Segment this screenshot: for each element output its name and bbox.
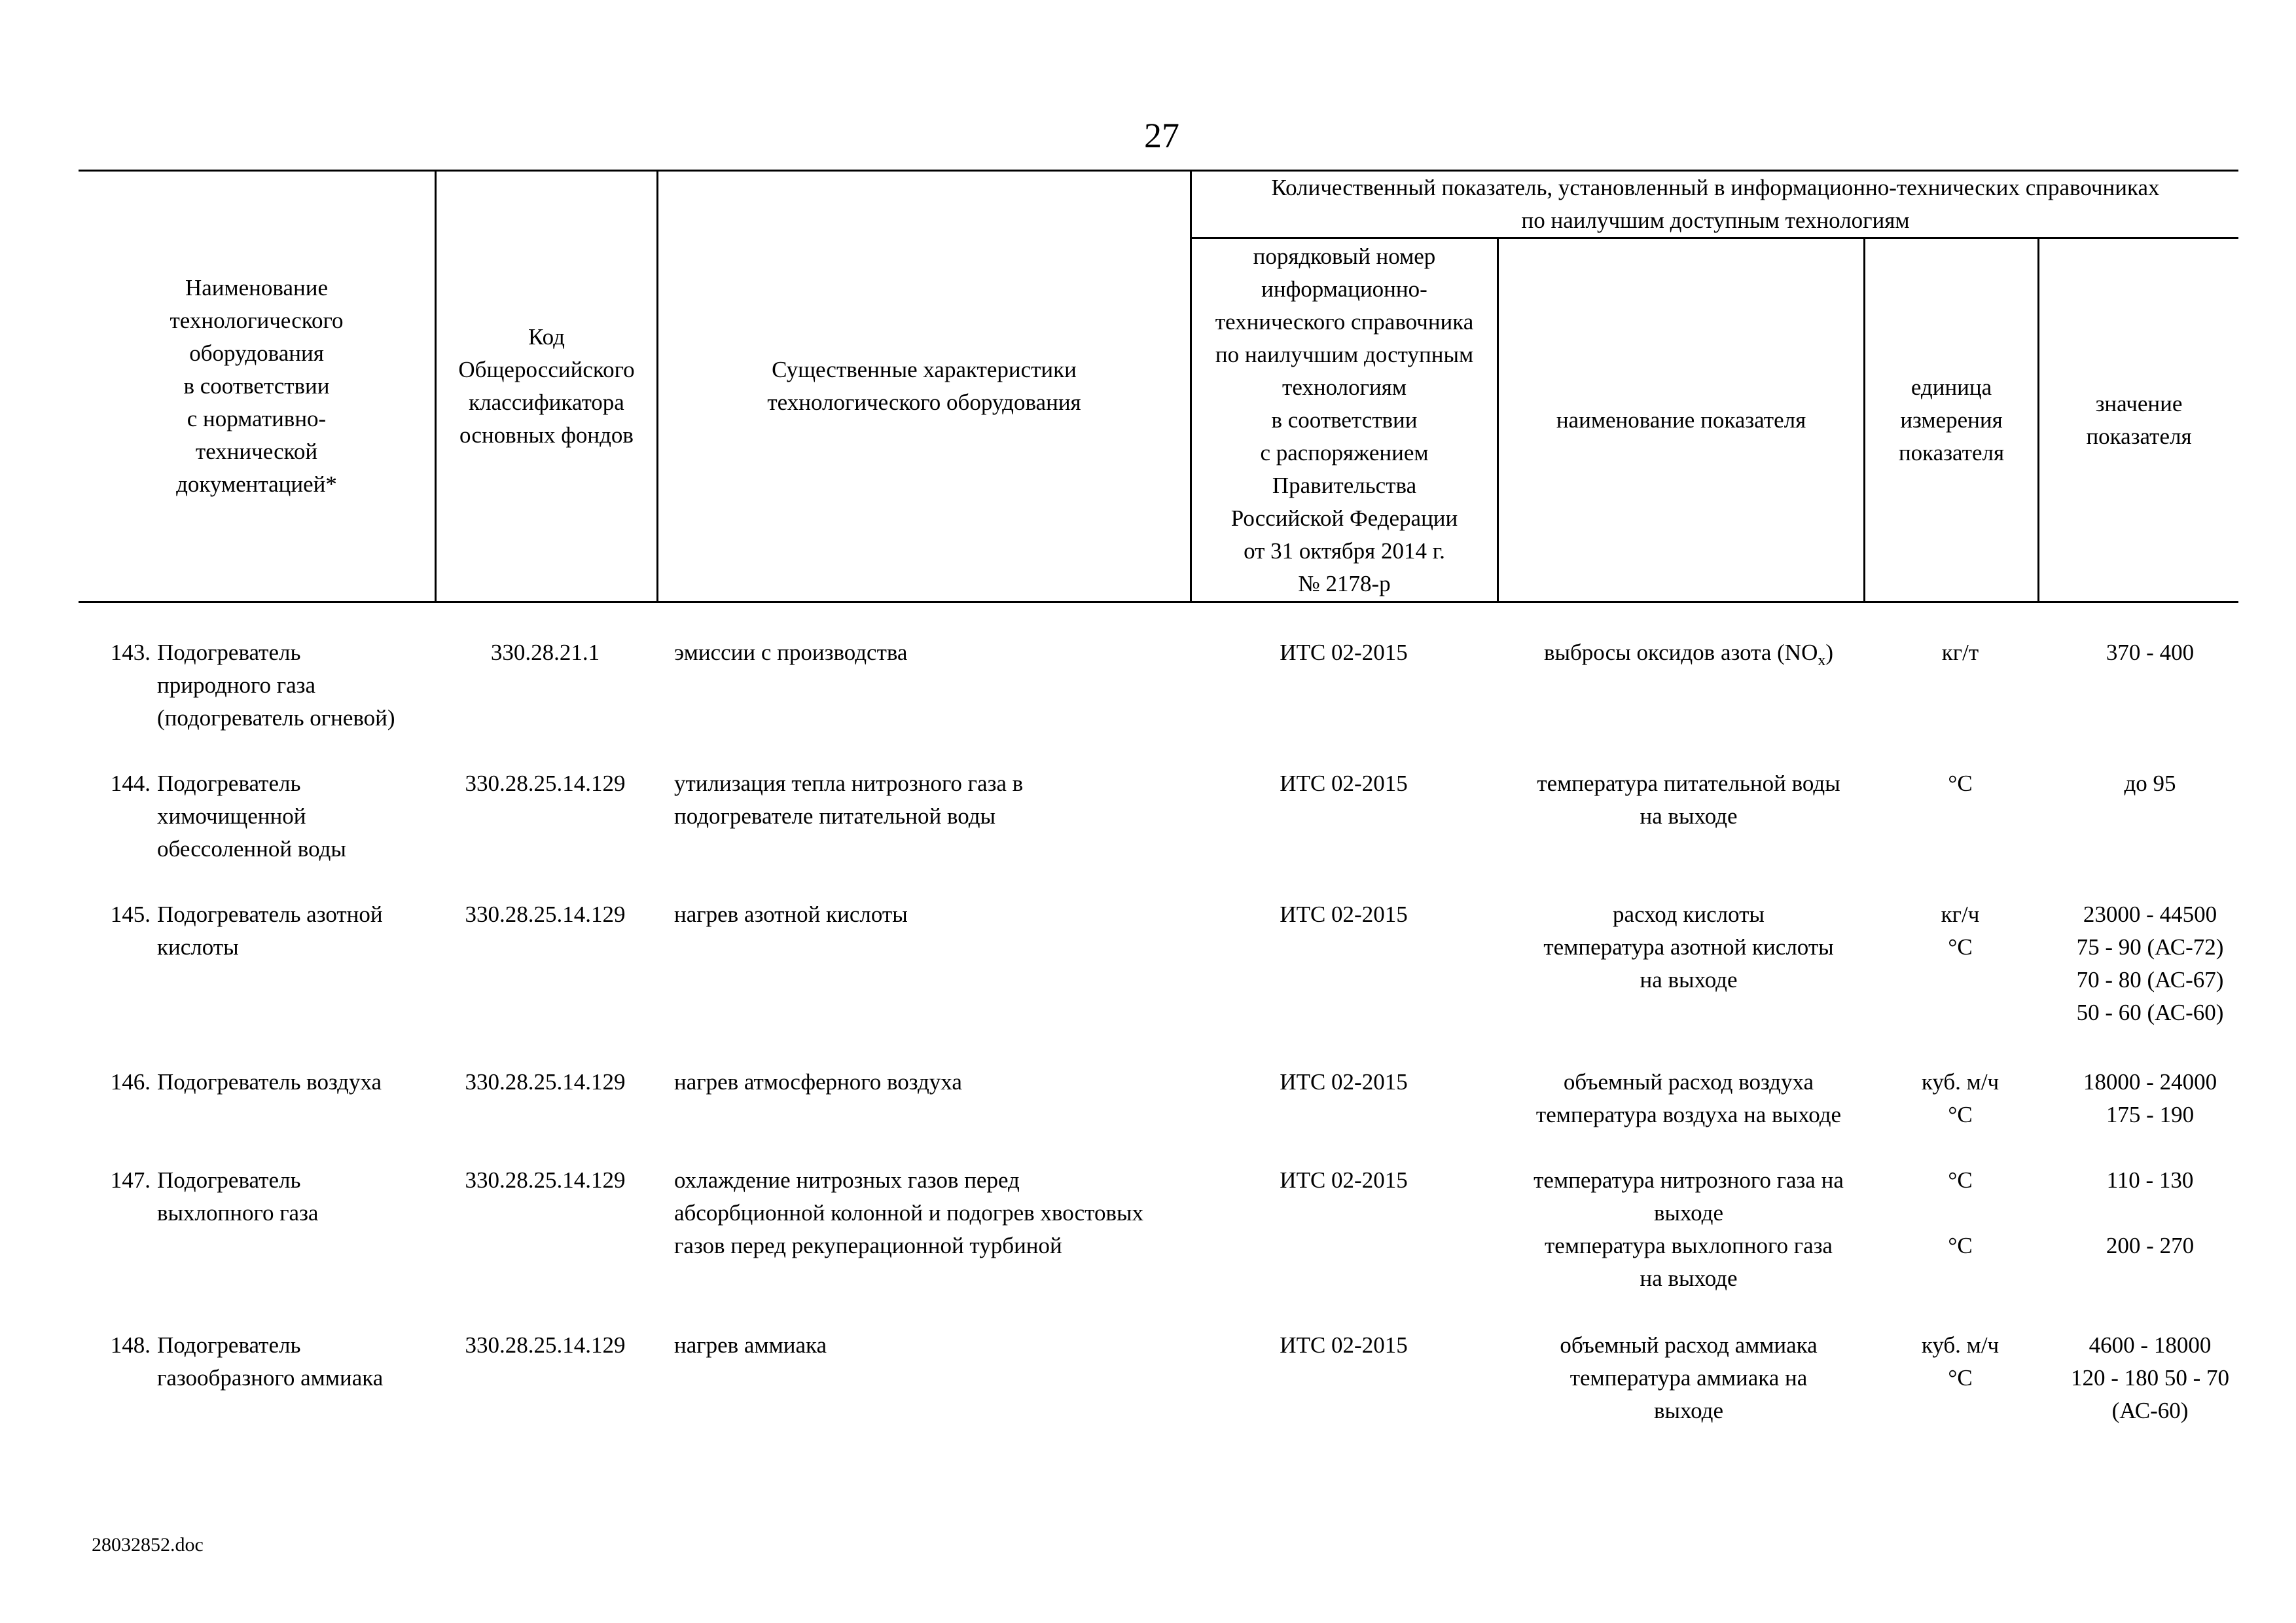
indicator-value: 370 - 400 (2106, 640, 2195, 665)
equipment-name: Подогреватель газообразного аммиака (157, 1332, 384, 1391)
reference-number: ИТС 02-2015 (1280, 902, 1408, 927)
indicator-value: 18000 - 24000 175 - 190 (2083, 1069, 2217, 1127)
page-number: 27 (1144, 116, 1179, 155)
indicator-subscript: x (1818, 652, 1826, 669)
equipment-code: 330.28.25.14.129 (465, 771, 626, 796)
indicator-text-end: ) (1825, 640, 1834, 665)
row-number: 147. (110, 1167, 151, 1193)
indicator-value: 4600 - 18000 120 - 180 50 - 70 (АС-60) (2070, 1332, 2230, 1423)
equipment-name: Подогреватель химочищенной обессоленной воды (157, 771, 346, 862)
equipment-name: Подогреватель азотной кислоты (157, 902, 383, 960)
header-col-unit: единица измерения показателя (1898, 374, 2005, 465)
reference-number: ИТС 02-2015 (1280, 1069, 1408, 1095)
equipment-code: 330.28.25.14.129 (465, 1332, 626, 1358)
row-number: 144. (110, 771, 151, 796)
indicator-unit: кг/ч °C (1941, 902, 1980, 960)
header-col-code: Код Общероссийского классификатора основных фондов (458, 324, 635, 448)
row-number: 145. (110, 902, 151, 927)
header-col-value: значение показателя (2086, 391, 2192, 449)
header-bottom-border (79, 601, 2238, 603)
equipment-name: Подогреватель природного газа (подогреватель огневой) (157, 640, 395, 731)
indicator-unit: °C (1948, 771, 1973, 796)
equipment-code: 330.28.21.1 (490, 640, 600, 665)
indicator-name: температура нитрозного газа на выходе температура выхлопного газа на выходе (1534, 1167, 1844, 1291)
indicator-name: температура питательной воды на выходе (1537, 771, 1840, 829)
indicator-unit: куб. м/ч °C (1921, 1332, 2000, 1391)
header-col-indicator: наименование показателя (1556, 407, 1806, 433)
equipment-characteristics: эмиссии с производства (674, 640, 908, 665)
equipment-code: 330.28.25.14.129 (465, 1167, 626, 1193)
indicator-unit: куб. м/ч °C (1921, 1069, 2000, 1127)
equipment-characteristics: нагрев атмосферного воздуха (674, 1069, 962, 1095)
indicator-name: объемный расход воздуха температура воздуха на выходе (1535, 1069, 1842, 1127)
header-group-divider (1191, 237, 2238, 239)
row-number: 143. (110, 640, 151, 665)
header-col-characteristics: Существенные характеристики технологического оборудования (767, 357, 1081, 415)
indicator-name (1499, 636, 1878, 669)
indicator-text: выбросы оксидов азота (NO (1543, 640, 1818, 665)
equipment-characteristics: утилизация тепла нитрозного газа в подогревателе питательной воды (674, 771, 1024, 829)
equipment-characteristics: нагрев азотной кислоты (674, 902, 908, 927)
row-number: 148. (110, 1332, 151, 1358)
indicator-value: до 95 (2124, 771, 2176, 796)
indicator-unit: кг/т (1941, 640, 1979, 665)
equipment-characteristics: нагрев аммиака (674, 1332, 827, 1358)
equipment-name: Подогреватель воздуха (157, 1069, 382, 1095)
header-group-title: Количественный показатель, установленный в информационно-технических справочниках по наилучшим доступным технологиям (1271, 175, 2160, 233)
indicator-value: 110 - 130 200 - 270 (2106, 1167, 2195, 1258)
footer-document-id: 28032852.doc (92, 1534, 204, 1556)
equipment-code: 330.28.25.14.129 (465, 1069, 626, 1095)
equipment-code: 330.28.25.14.129 (465, 902, 626, 927)
row-number: 146. (110, 1069, 151, 1095)
header-col-reference: порядковый номер информационно- технического справочника по наилучшим доступным технологиям в соответствии с распоряжением Правительства Российской Федерации от 31 октября 2014 г. № 2178-р (1215, 244, 1474, 596)
header-col-name: Наименование технологического оборудования в соответствии с нормативно- технической документацией* (170, 275, 344, 497)
reference-number: ИТС 02-2015 (1280, 640, 1408, 665)
indicator-value: 23000 - 44500 75 - 90 (АС-72) 70 - 80 (АС-67) 50 - 60 (АС-60) (2076, 902, 2224, 1025)
indicator-name: расход кислоты температура азотной кислоты на выходе (1543, 902, 1834, 993)
equipment-characteristics: охлаждение нитрозных газов перед абсорбционной колонной и подогрев хвостовых газов перед рекуперационной турбиной (674, 1167, 1144, 1258)
indicator-name: объемный расход аммиака температура аммиака на выходе (1560, 1332, 1818, 1423)
reference-number: ИТС 02-2015 (1280, 771, 1408, 796)
reference-number: ИТС 02-2015 (1280, 1167, 1408, 1193)
reference-number: ИТС 02-2015 (1280, 1332, 1408, 1358)
equipment-name: Подогреватель выхлопного газа (157, 1167, 319, 1226)
indicator-unit: °C °C (1948, 1167, 1973, 1258)
